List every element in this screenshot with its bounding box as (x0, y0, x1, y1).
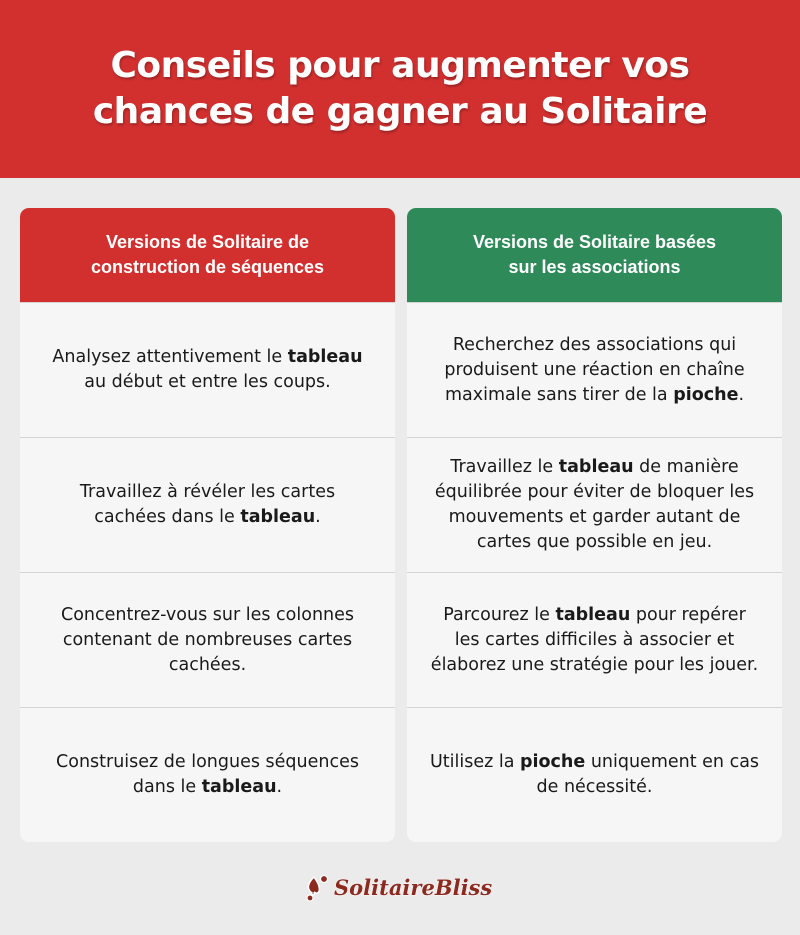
page-title (93, 43, 707, 135)
solitaire-bliss-logo (0, 862, 800, 912)
tip-text (429, 333, 760, 408)
heading-line-2: construction de séquences (90, 257, 325, 277)
title-banner (0, 0, 800, 178)
column-heading-matching (407, 208, 782, 302)
sequence-versions-column (20, 208, 395, 842)
tip-text-part: au début et entre les coups. (84, 372, 331, 392)
tip-text-part: pour repérer les cartes difficiles à associer et élaborez une stratégie pour les jouer. (430, 604, 759, 675)
tip-keyword: tableau (201, 777, 277, 797)
tip-keyword: pioche (673, 384, 739, 405)
title-line-1: Conseils pour augmenter vos (110, 45, 690, 86)
tip-text (42, 345, 373, 395)
tip-text-part: . (276, 777, 283, 797)
logo-wordmark: SolitaireBliss (334, 875, 493, 900)
tip-text (429, 603, 760, 678)
tip-text-part: Construisez de longues séquences dans le (56, 752, 359, 797)
tip-cell (20, 302, 395, 437)
tip-text-part: . (738, 384, 745, 405)
tip-text (42, 480, 373, 530)
tip-keyword: tableau (555, 604, 631, 625)
tip-cell (20, 572, 395, 707)
tip-text (42, 603, 373, 678)
tip-text-part: Analysez attentivement le (52, 347, 288, 367)
tip-text-part: de manière équilibrée pour éviter de bloquer les mouvements et garder autant de cartes que possible en jeu. (434, 457, 755, 552)
heading-line-1: Versions de Solitaire de (105, 232, 310, 252)
tip-cell (407, 707, 782, 842)
tip-text-part: Utilisez la (429, 752, 520, 772)
heading-line-2: sur les associations (508, 257, 681, 277)
tip-keyword: pioche (520, 752, 586, 772)
tip-text-part: Travaillez à révéler les cartes cachées dans le (79, 482, 336, 527)
column-heading-sequence (20, 208, 395, 302)
tip-keyword: tableau (558, 457, 634, 477)
tip-text-part: Recherchez des associations qui produisent une réaction en chaîne maximale sans tirer de la (444, 334, 745, 405)
title-line-2: chances de gagner au Solitaire (92, 91, 708, 132)
tip-text-part: uniquement en cas de nécessité. (536, 752, 760, 797)
logo-graphic (300, 865, 500, 909)
tip-cell (407, 302, 782, 437)
tip-keyword: tableau (240, 507, 316, 527)
tip-cell (20, 437, 395, 572)
tip-text-part: Parcourez le (443, 604, 556, 625)
tip-text-part: Concentrez-vous sur les colonnes contenant de nombreuses cartes cachées. (60, 604, 355, 675)
tip-text-part: . (315, 507, 321, 527)
tip-text (429, 455, 760, 555)
tip-cell (407, 572, 782, 707)
card-suits-icon (307, 876, 328, 902)
matching-versions-column (407, 208, 782, 842)
tip-text-part: Travaillez le (450, 457, 559, 477)
tip-text (429, 750, 760, 800)
tip-keyword: tableau (287, 347, 363, 367)
tip-cell (407, 437, 782, 572)
tip-text (42, 750, 373, 800)
tip-cell (20, 707, 395, 842)
heading-line-1: Versions de Solitaire basées (472, 232, 717, 252)
